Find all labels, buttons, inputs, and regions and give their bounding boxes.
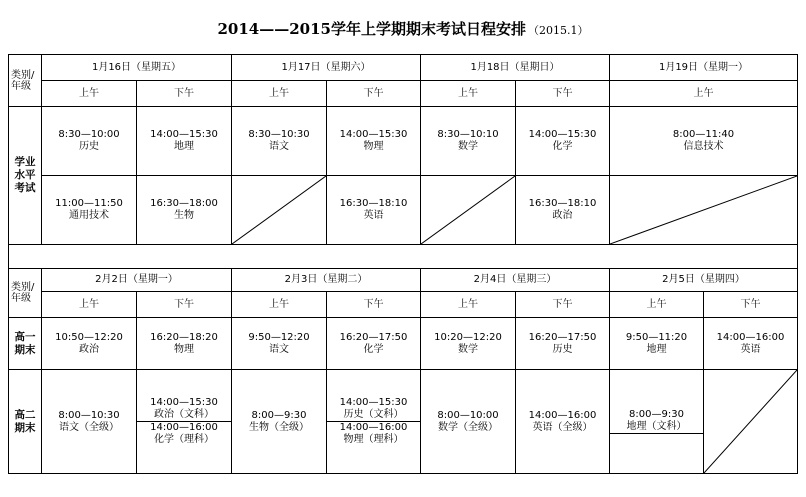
exam-subject: 数学: [458, 141, 478, 152]
exam-subject: 英语（全级）: [532, 421, 593, 433]
exam-time: 14:00—15:30: [339, 397, 408, 408]
title-main: 2014——2015学年上学期期末考试日程安排: [217, 20, 526, 38]
corner-line2: 年级: [11, 293, 31, 304]
exam-session: [327, 107, 421, 176]
exam-subject: 生物（全级）: [249, 421, 309, 433]
day-header: 1月16日（星期五）: [42, 55, 232, 81]
exam-session: [232, 318, 327, 370]
page-title: [0, 18, 806, 39]
exam-time: 8:00—11:40: [672, 129, 735, 140]
exam-subject: 地理: [646, 343, 667, 355]
half-header: 下午: [327, 81, 421, 107]
exam-time: 14:00—16:00: [716, 331, 785, 343]
exam-session: [610, 318, 704, 370]
day-header: 1月17日（星期六）: [232, 55, 421, 81]
exam-session: [42, 176, 137, 245]
day-header: 2月5日（星期四）: [610, 269, 798, 292]
half-header: 下午: [516, 292, 610, 318]
exam-time: 16:30—18:10: [528, 198, 597, 209]
exam-session: [137, 318, 232, 370]
exam-subject: 化学（理科）: [154, 434, 214, 445]
diagonal-line: [232, 176, 326, 244]
exam-subject: 数学: [458, 343, 478, 355]
exam-time: 10:20—12:20: [434, 331, 502, 343]
exam-session: [137, 107, 232, 176]
exam-session: [137, 176, 232, 245]
diagonal-line: [704, 370, 797, 473]
exam-time: 14:00—15:30: [150, 129, 218, 140]
exam-session: [42, 107, 137, 176]
row-label-xueye: [9, 107, 42, 245]
day-header: 2月2日（星期一）: [42, 269, 232, 292]
exam-subject: 历史: [79, 141, 99, 152]
exam-session: [421, 370, 516, 474]
diagonal-line: [421, 176, 515, 244]
empty-slot: [232, 176, 327, 245]
exam-subject: 生物: [174, 210, 194, 221]
header-corner: [9, 55, 42, 107]
day-header: 1月19日（星期一）: [610, 55, 798, 81]
half-header: 上午: [421, 292, 516, 318]
exam-time: 14:00—16:00: [528, 409, 597, 421]
row-label-text: 学业水平考试: [14, 156, 36, 194]
day-header: 2月4日（星期三）: [421, 269, 610, 292]
exam-session-split: [137, 370, 232, 474]
half-header: 上午: [42, 292, 137, 318]
exam-session: [704, 318, 798, 370]
exam-session: [327, 318, 421, 370]
exam-subject: 化学: [552, 141, 573, 152]
empty-slot: [704, 370, 798, 474]
row-label-gaoer: [9, 370, 42, 474]
exam-subject: 物理: [174, 343, 194, 355]
exam-time: 14:00—15:30: [528, 129, 597, 140]
exam-time: 16:30—18:10: [339, 198, 408, 209]
exam-session: [232, 107, 327, 176]
exam-session-split: [610, 370, 704, 474]
half-header: 下午: [704, 292, 798, 318]
title-date: （2015.1）: [528, 24, 589, 37]
half-header: 上午: [610, 81, 798, 107]
row-label-text: 高一期末: [14, 330, 36, 356]
half-header: 下午: [137, 292, 232, 318]
exam-session: [610, 107, 798, 176]
exam-time: 14:00—15:30: [339, 129, 408, 140]
exam-time: 10:50—12:20: [55, 331, 123, 343]
half-header: 上午: [42, 81, 137, 107]
exam-time: 16:30—18:00: [150, 198, 218, 209]
section-divider: [9, 245, 798, 269]
exam-subject: 物理（理科）: [343, 434, 404, 445]
exam-session: [42, 370, 137, 474]
exam-subject: 政治: [552, 210, 573, 221]
exam-subject: 英语: [363, 210, 384, 221]
exam-session: [232, 370, 327, 474]
exam-time: 14:00—16:00: [150, 422, 218, 433]
exam-session-split: [327, 370, 421, 474]
exam-session: [327, 176, 421, 245]
exam-time: 8:30—10:00: [58, 129, 120, 140]
exam-time: 8:00—10:00: [437, 409, 499, 421]
exam-subject: 语文: [269, 343, 289, 355]
diagonal-line: [610, 176, 797, 244]
exam-time: 16:20—17:50: [339, 331, 408, 343]
day-header: 1月18日（星期日）: [421, 55, 610, 81]
empty-slot: [610, 176, 798, 245]
exam-time: 9:50—11:20: [625, 331, 688, 343]
exam-subject: 化学: [363, 343, 384, 355]
exam-subject: 数学（全级）: [438, 421, 498, 433]
exam-time: 8:00—9:30: [251, 409, 307, 421]
exam-subject: 物理: [363, 141, 384, 152]
exam-subject: 信息技术: [683, 141, 724, 152]
exam-time: 16:20—17:50: [528, 331, 597, 343]
half-header: 下午: [516, 81, 610, 107]
exam-subject: 英语: [740, 343, 761, 355]
half-header: 下午: [327, 292, 421, 318]
exam-subject: 语文（全级）: [59, 421, 119, 433]
empty-slot: [421, 176, 516, 245]
half-header: 上午: [232, 292, 327, 318]
exam-session: [421, 107, 516, 176]
exam-session: [421, 318, 516, 370]
header-corner: [9, 269, 42, 318]
exam-session: [516, 318, 610, 370]
exam-subject: 通用技术: [69, 210, 109, 221]
exam-session: [516, 176, 610, 245]
exam-session: [516, 107, 610, 176]
half-header: 上午: [610, 292, 704, 318]
exam-session: [42, 318, 137, 370]
exam-subject: 历史: [552, 343, 573, 355]
row-label-text: 高二期末: [14, 408, 36, 434]
exam-time: 9:50—12:20: [248, 331, 310, 343]
exam-time: 8:00—9:30: [629, 409, 684, 420]
exam-time: 14:00—16:00: [339, 422, 408, 433]
exam-subject: 语文: [269, 141, 289, 152]
exam-subject: 政治（文科）: [154, 409, 214, 420]
exam-subject: 地理（文科）: [626, 421, 687, 432]
exam-time: 8:30—10:10: [437, 129, 499, 140]
exam-time: 14:00—15:30: [150, 397, 218, 408]
half-header: 上午: [232, 81, 327, 107]
corner-line1: 类别/: [11, 69, 35, 81]
half-header: 下午: [137, 81, 232, 107]
corner-line2: 年级: [11, 80, 31, 92]
half-header: 上午: [421, 81, 516, 107]
exam-time: 8:00—10:30: [58, 409, 120, 421]
corner-line1: 类别/: [11, 282, 35, 293]
exam-time: 16:20—18:20: [150, 331, 218, 343]
exam-subject: 历史（文科）: [343, 409, 404, 420]
exam-time: 11:00—11:50: [55, 198, 123, 209]
row-label-gaoyi: [9, 318, 42, 370]
schedule-table: [8, 54, 798, 474]
exam-subject: 地理: [174, 141, 194, 152]
exam-time: 8:30—10:30: [248, 129, 310, 140]
exam-session: [516, 370, 610, 474]
day-header: 2月3日（星期二）: [232, 269, 421, 292]
exam-subject: 政治: [79, 343, 99, 355]
